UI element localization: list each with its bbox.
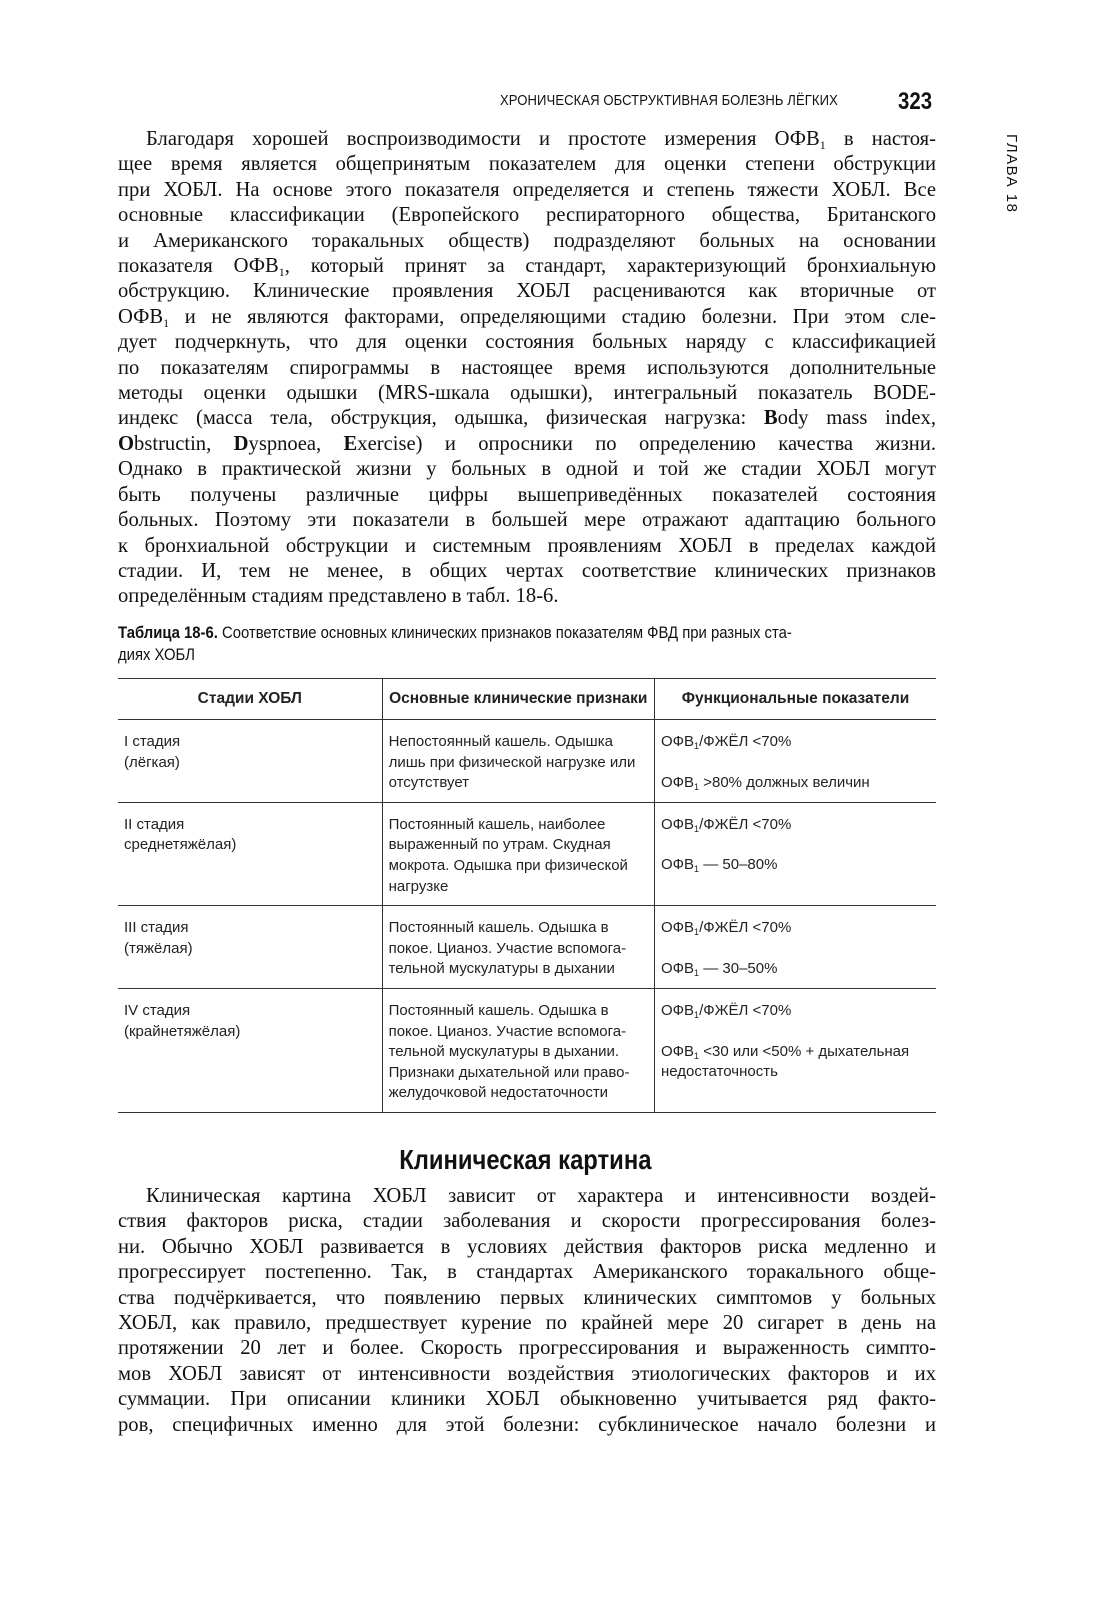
fev-value: $ОФВ_1$ — 50–80% [660, 856, 778, 875]
text-line: обструкцию. Клинические проявления ХОБЛ расцениваются как вторичные от [118, 280, 936, 303]
text-line: Однако в практической жизни у больных в одной и той же стадии ХОБЛ могут [118, 458, 936, 481]
intro-paragraph [118, 127, 936, 610]
signs-cell: Постоянный кашель, наиболее выраженный по утрам. Скудная мокрота. Одышка при физической нагрузке [382, 802, 654, 905]
stage-cell: I стадия (лёгкая) [118, 720, 382, 803]
text-line: при ХОБЛ. На основе этого показателя определяется и степень тяжести ХОБЛ. Все [118, 178, 936, 201]
text-line: ров, специфичных именно для этой болезни: субклиническое начало болезни и [118, 1413, 936, 1436]
text-line: ни. Обычно ХОБЛ развивается в условиях действия факторов риска медленно и [118, 1235, 936, 1258]
text-line: протяжении 20 лет и более. Скорость прогрессирования и выраженность симпто- [118, 1337, 936, 1360]
signs-cell: Постоянный кашель. Одышка в покое. Цианоз. Участие вспомога- тельной мускулатуры в дыхании [382, 906, 654, 989]
function-cell [654, 802, 936, 905]
text-line: мов ХОБЛ зависят от интенсивности воздействия этиологических факторов и их [118, 1362, 936, 1385]
text-line: стадии. И, тем не менее, в общих чертах соответствие клинических признаков [118, 559, 936, 582]
fev-ratio: $ОФВ_1$/ФЖЁЛ <70% [660, 919, 792, 938]
section-heading: Клиническая картина [398, 1144, 652, 1175]
caption-label: Таблица 18-6. [118, 624, 218, 642]
text-line: суммации. При описании клиники ХОБЛ обыкновенно учитывается ряд факто- [118, 1388, 936, 1411]
fev-value-continued: недостаточность [660, 1063, 778, 1081]
page-number: 323 [897, 88, 932, 115]
text-line: ствия факторов риска, стадии заболевания и скорости прогрессирования болез- [118, 1210, 936, 1233]
text-line: по показателям спирограммы в настоящее время используются дополнительные [118, 356, 936, 379]
table-row [118, 802, 936, 905]
fev-value: $ОФВ_1 >80\%$ должных величин [660, 773, 870, 792]
text-line: Благодаря хорошей воспроизводимости и простоте измерения $ОФВ_1$ в настоя- [146, 128, 936, 152]
text-line: индекс (масса тела, обструкция, одышка, физическая нагрузка: Body mass index, [118, 407, 937, 430]
text-line: $ОФВ_1$ и не являются факторами, определяющими стадию болезни. При этом сле- [118, 305, 936, 330]
column-header: Функциональные показатели [654, 679, 936, 720]
text-line: ства подчёркивается, что появлению первых клинических симптомов у больных [118, 1286, 936, 1309]
text-line: Obstructin, Dyspnoea, Exercise) и опросники по определению качества жизни. [118, 432, 936, 455]
function-cell [654, 720, 936, 803]
table-row [118, 988, 936, 1112]
fev-ratio: $ОФВ_1$/ФЖЁЛ <70% [660, 1001, 792, 1020]
signs-cell: Непостоянный кашель. Одышка лишь при физической нагрузке или отсутствует [382, 720, 654, 803]
running-title: ХРОНИЧЕСКАЯ ОБСТРУКТИВНАЯ БОЛЕЗНЬ ЛЁГКИХ [500, 93, 838, 109]
text-line: быть получены различные цифры вышеприведённых показателей состояния [118, 483, 936, 506]
stages-table [118, 678, 936, 1113]
chapter-tab: ГЛАВА 18 [1003, 134, 1020, 214]
fev-ratio: $ОФВ_1$/ФЖЁЛ <70% [660, 733, 792, 751]
fev-value: $ОФВ_1 <30$ или <50% + дыхательная [660, 1042, 910, 1061]
page-header [500, 90, 940, 114]
section-paragraph [118, 1184, 936, 1438]
caption-text: диях ХОБЛ [118, 646, 196, 664]
stage-cell: IV стадия (крайнетяжёлая) [118, 988, 382, 1112]
text-line: больных. Поэтому эти показатели в большей мере отражают адаптацию больного [118, 509, 936, 532]
caption-text: Соответствие основных клинических признаков показателям ФВД при разных ста- [217, 624, 792, 642]
text-line: дует подчеркнуть, что для оценки состояния больных наряду с классификацией [118, 331, 936, 354]
text-line: ХОБЛ, как правило, предшествует курение по крайней мере 20 сигарет в день на [118, 1312, 936, 1335]
text-line: к бронхиальной обструкции и системным проявлениям ХОБЛ в пределах каждой [118, 534, 936, 557]
function-cell [654, 906, 936, 989]
text-line: показателя $ОФВ_1$, который принят за стандарт, характеризующий бронхиальную [118, 255, 936, 280]
text-line: определённым стадиям представлено в табл. 18-6. [118, 585, 559, 608]
table-header-row [118, 679, 936, 720]
column-header: Стадии ХОБЛ [118, 679, 382, 720]
table-row [118, 906, 936, 989]
text-line: и Американского торакальных обществ) подразделяют больных на основании [118, 229, 936, 252]
fev-ratio: $ОФВ_1$/ФЖЁЛ <70% [660, 815, 792, 834]
table-row [118, 720, 936, 803]
text-line: прогрессирует постепенно. Так, в стандартах Американского торакального обще- [118, 1261, 936, 1284]
table-caption [118, 622, 936, 666]
signs-cell: Постоянный кашель. Одышка в покое. Цианоз. Участие вспомога- тельной мускулатуры в дыхании. Признаки дыхательной или право- желудочковой недостаточности [382, 988, 654, 1112]
text-line: Клиническая картина ХОБЛ зависит от характера и интенсивности воздей- [146, 1185, 936, 1207]
stage-cell: III стадия (тяжёлая) [118, 906, 382, 989]
text-line: щее время является общепринятым показателем для оценки степени обструкции [118, 153, 936, 176]
text-line: методы оценки одышки (MRS-шкала одышки), интегральный показатель BODE- [118, 382, 936, 405]
fev-value: $ОФВ_1$ — 30–50% [660, 959, 778, 978]
function-cell [654, 988, 936, 1112]
stage-cell: II стадия среднетяжёлая) [118, 802, 382, 905]
text-line: основные классификации (Европейского респираторного общества, Британского [118, 204, 936, 227]
column-header: Основные клинические признаки [382, 679, 654, 720]
